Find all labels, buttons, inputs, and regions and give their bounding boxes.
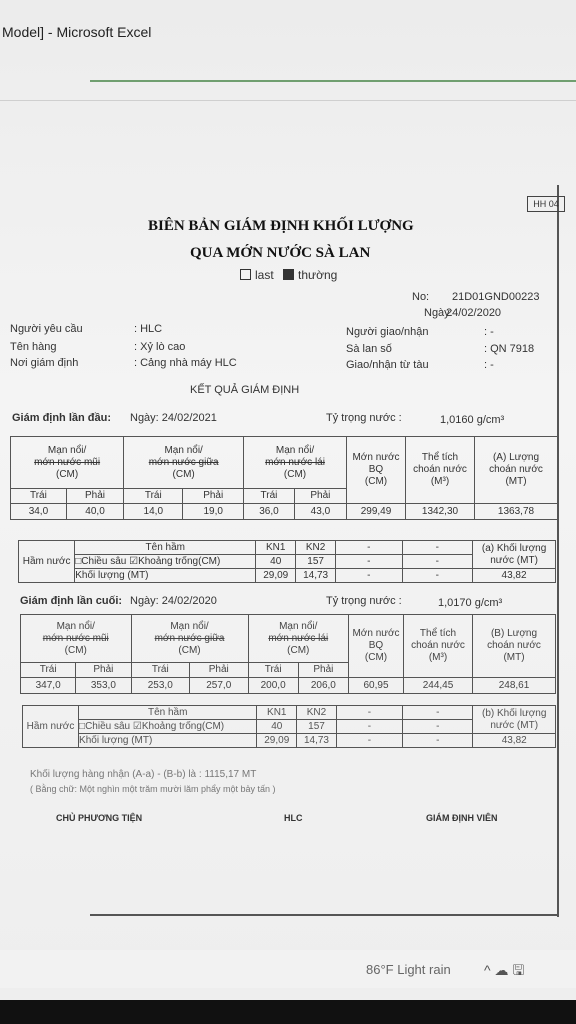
first-density-label: Tỷ trọng nước :	[326, 412, 402, 424]
transshipper-label: Giao/nhận từ tàu	[346, 359, 429, 371]
shipper-value: : -	[484, 326, 494, 338]
signature-hlc: HLC	[284, 813, 303, 823]
table-row: 34,0 40,0 14,0 19,0 36,0 43,0 299,49 1342,30 1363,78	[11, 504, 558, 520]
signature-surveyor: GIÁM ĐỊNH VIÊN	[426, 813, 498, 823]
doc-no-value: 21D01GND00223	[452, 291, 540, 303]
page-edge-right	[557, 185, 559, 917]
place-value: : Cảng nhà máy HLC	[134, 357, 237, 369]
hold-water-label: Hầm nước	[19, 541, 75, 583]
option-thuong-label: thường	[298, 268, 338, 282]
page-edge-bottom	[90, 914, 558, 916]
system-tray-icons[interactable]: ^ ☁ 🖫	[484, 962, 525, 978]
col-volume: Thể tích choán nước (M³)	[406, 437, 475, 504]
transshipper-value: : -	[484, 359, 494, 371]
last-survey-label: Giám định lần cuối:	[20, 595, 123, 607]
checkbox-last[interactable]	[240, 269, 251, 280]
requester-label: Người yêu cầu	[10, 323, 83, 335]
col-fwd-draft: Mạn nổi/ mớn nước mũi (CM)	[11, 437, 124, 489]
doc-title-line-1: BIÊN BẢN GIÁM ĐỊNH KHỐI LƯỢNG	[148, 218, 414, 234]
cargo-weight-summary: Khối lượng hàng nhận (A-a) - (B-b) là : 1115,17 MT	[30, 769, 257, 780]
last-density-label: Tỷ trọng nước :	[326, 595, 402, 607]
first-survey-label: Giám định lần đầu:	[12, 412, 112, 424]
doc-date-label: Ngày:	[424, 307, 453, 319]
window-title: Model] - Microsoft Excel	[2, 24, 152, 40]
shipper-label: Người giao/nhận	[346, 326, 429, 338]
col-aft-draft: Mạn nổi/ mớn nước lái (CM)	[244, 437, 347, 489]
signature-carrier: CHỦ PHƯƠNG TIỆN	[56, 813, 143, 823]
option-last-label: last	[255, 268, 274, 282]
laptop-bezel	[0, 1000, 576, 1024]
barge-value: : QN 7918	[484, 343, 535, 355]
taskbar	[0, 950, 576, 988]
col-displacement: (A) Lượng choán nước (MT)	[475, 437, 558, 504]
place-label: Nơi giám định	[10, 357, 79, 369]
cargo-label: Tên hàng	[10, 341, 57, 353]
weather-widget[interactable]: 86°F Light rain	[366, 962, 451, 977]
doc-title-line-2: QUA MỚN NƯỚC SÀ LAN	[190, 245, 371, 261]
cargo-value: : Xỷ lò cao	[134, 341, 186, 353]
checkbox-thuong[interactable]	[283, 269, 294, 280]
requester-value: : HLC	[134, 323, 163, 335]
form-code: HH 04	[527, 196, 565, 212]
last-draft-table: Mạn nổi/ mớn nước mũi (CM) Mạn nổi/ mớn nước giữa (CM) Mạn nổi/ mớn nước lái (CM) Mớn nước BQ (CM) Thể tích choán nước (M³) (B) Lượng choán nước (MT) Trái Phải Trái Phải Trái Phải 347,0 353,0 253,0 257,0 200,0 206,0 60,95 244,45 248,61	[20, 614, 556, 694]
ribbon-border	[0, 100, 576, 101]
ribbon-divider	[90, 80, 576, 82]
result-heading: KẾT QUẢ GIÁM ĐỊNH	[190, 384, 300, 396]
table-row: 347,0 353,0 253,0 257,0 200,0 206,0 60,95 244,45 248,61	[21, 678, 556, 694]
col-avg-draft: Mớn nước BQ (CM)	[347, 437, 406, 504]
barge-label: Sà lan số	[346, 343, 392, 355]
first-density-value: 1,0160 g/cm³	[440, 414, 505, 426]
doc-date-value: 24/02/2020	[446, 307, 502, 319]
last-density-value: 1,0170 g/cm³	[438, 597, 503, 609]
col-mid-draft: Mạn nổi/ mớn nước giữa (CM)	[124, 437, 244, 489]
first-draft-table: Mạn nổi/ mớn nước mũi (CM) Mạn nổi/ mớn nước giữa (CM) Mạn nổi/ mớn nước lái (CM) Mớn nước BQ (CM) Thể tích choán nước (M³) (A) Lượng choán nước (MT) Trái Phải Trái Phải Trái Phải 34,0 40,0 14,0 19,0 36,0 43,0 299,49 1342,30 1363,78	[10, 436, 558, 520]
cargo-weight-words: ( Bằng chữ: Một nghìn một trăm mười lăm phẩy một bảy tấn )	[30, 784, 276, 794]
type-options	[240, 268, 337, 282]
first-hold-table: Hầm nước Tên hầm KN1 KN2 - - (a) Khối lượng nước (MT) □Chiều sâu ☑Khoảng trống(CM) 40 157 - - Khối lượng (MT) 29,09 14,73 - - 43,82	[18, 540, 556, 583]
doc-no-label: No:	[412, 291, 430, 303]
last-hold-table: Hầm nước Tên hầm KN1 KN2 - - (b) Khối lượng nước (MT) □Chiều sâu ☑Khoảng trống(CM) 40 157 - - Khối lượng (MT) 29,09 14,73 - - 43,82	[22, 705, 556, 748]
last-survey-date: Ngày: 24/02/2020	[130, 595, 217, 607]
first-survey-date: Ngày: 24/02/2021	[130, 412, 217, 424]
